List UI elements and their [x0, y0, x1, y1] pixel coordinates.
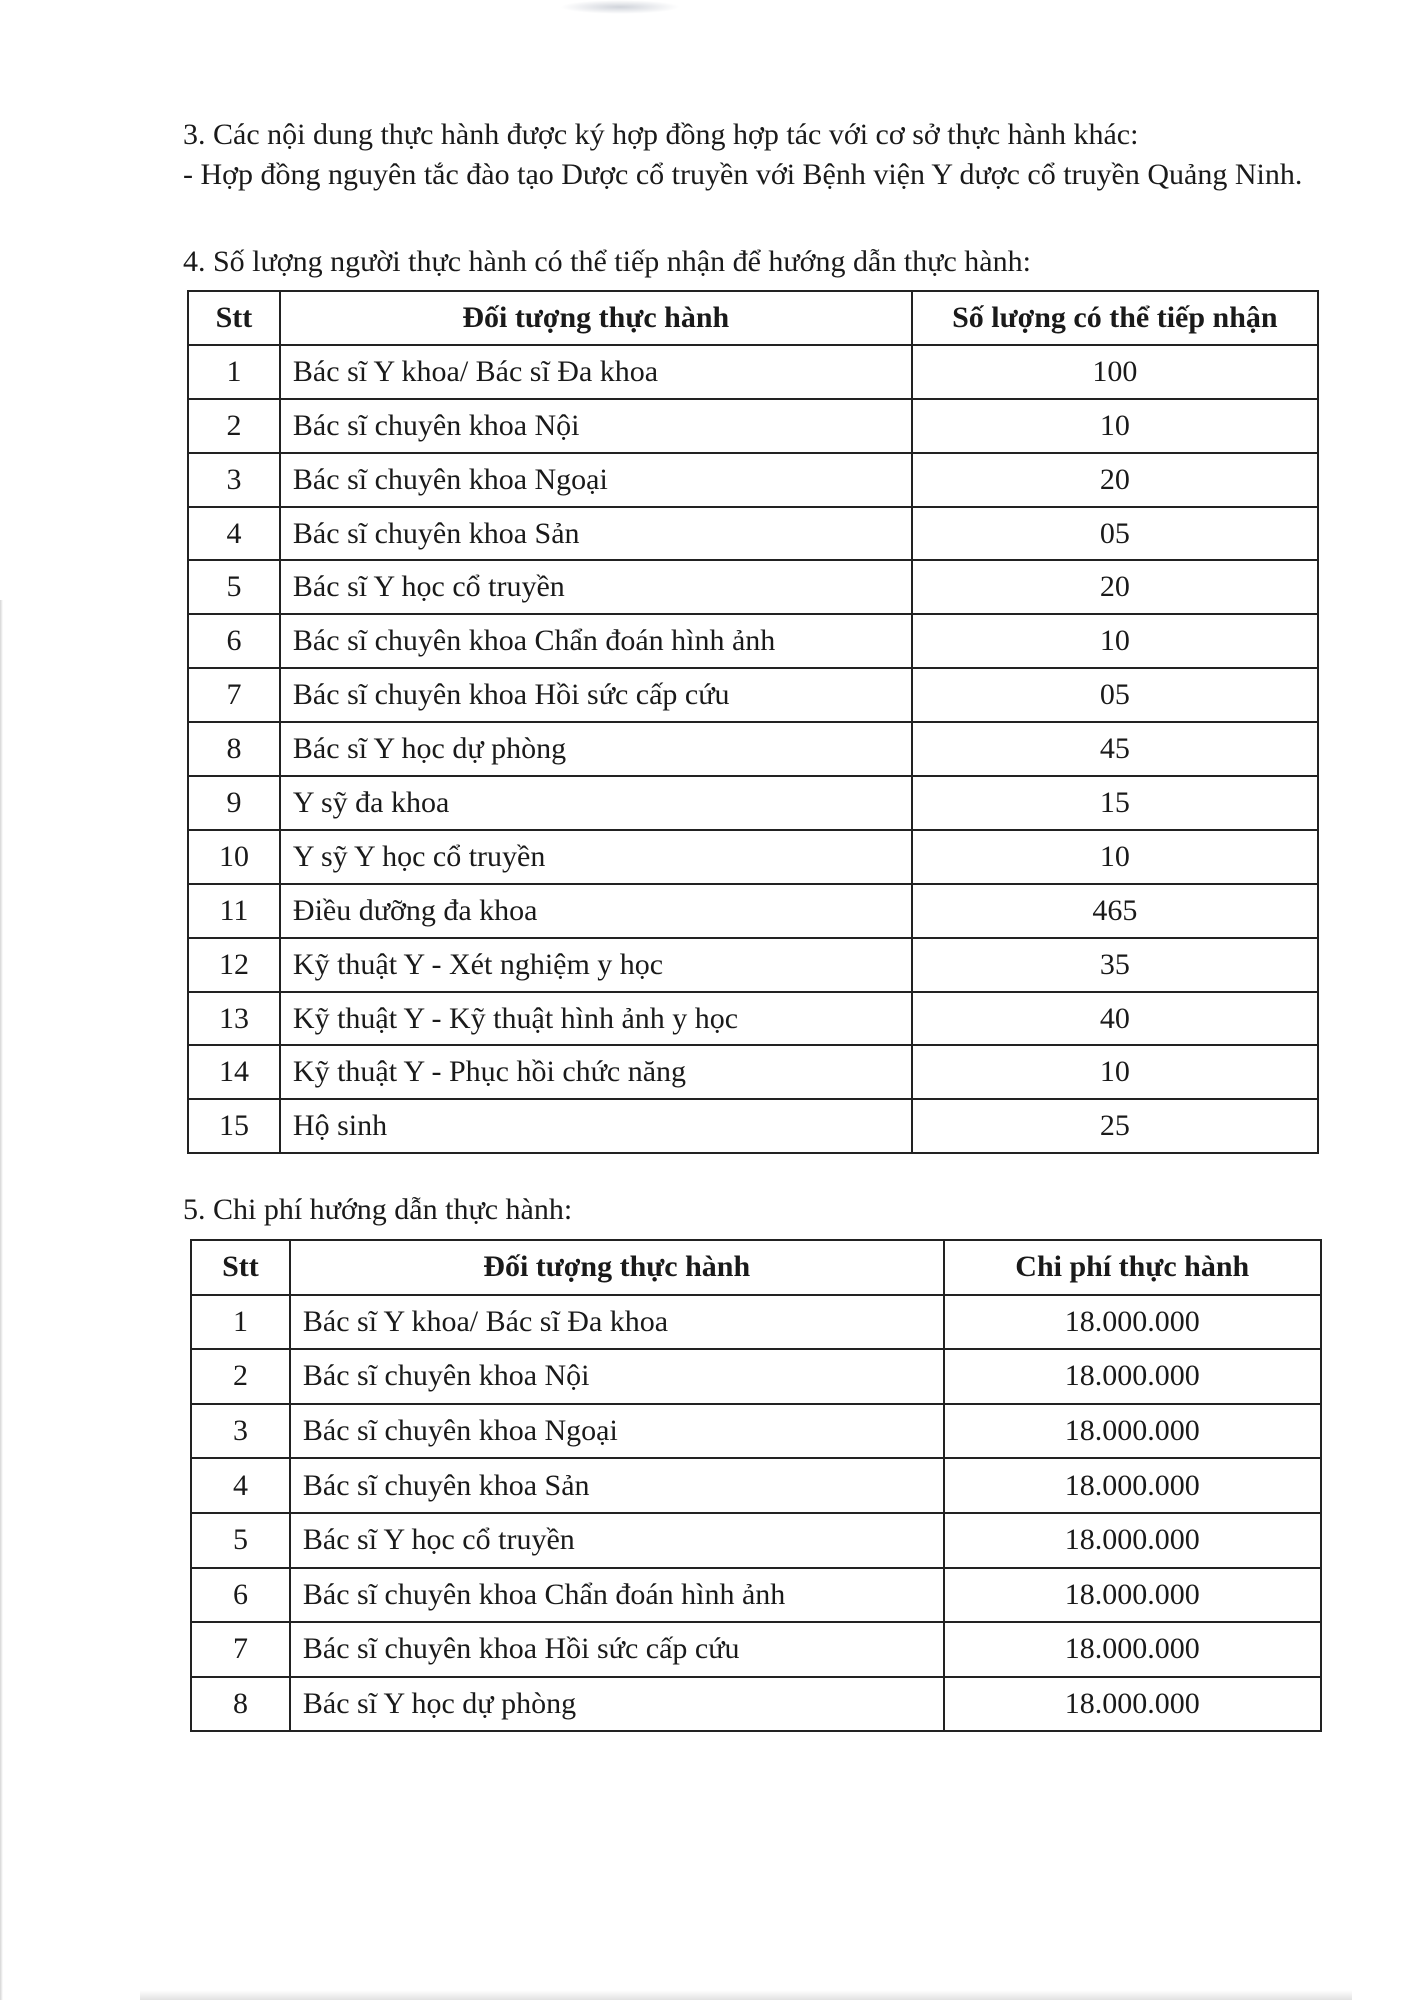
header-cost: Chi phí thực hành [944, 1240, 1321, 1295]
header-capacity: Số lượng có thể tiếp nhận [912, 291, 1318, 345]
cell-stt: 15 [188, 1099, 280, 1153]
cell-subject: Hộ sinh [280, 1099, 912, 1153]
cell-cost: 18.000.000 [944, 1568, 1321, 1623]
cell-stt: 1 [191, 1295, 290, 1350]
cell-subject: Bác sĩ chuyên khoa Sản [280, 507, 912, 561]
cell-subject: Bác sĩ Y học dự phòng [280, 722, 912, 776]
cell-capacity: 10 [912, 830, 1318, 884]
cell-subject: Bác sĩ chuyên khoa Sản [290, 1458, 944, 1513]
table-row [188, 507, 1318, 561]
cell-subject: Bác sĩ chuyên khoa Hồi sức cấp cứu [280, 668, 912, 722]
section-3 [183, 115, 1333, 195]
cell-subject: Kỹ thuật Y - Xét nghiệm y học [280, 938, 912, 992]
cell-stt: 8 [191, 1677, 290, 1732]
cell-capacity: 10 [912, 1045, 1318, 1099]
table-row [188, 453, 1318, 507]
cell-capacity: 465 [912, 884, 1318, 938]
table-row [191, 1458, 1321, 1513]
cell-capacity: 100 [912, 345, 1318, 399]
cell-stt: 5 [188, 560, 280, 614]
section-3-line: - Hợp đồng nguyên tắc đào tạo Dược cổ truyền với Bệnh viện Y dược cổ truyền Quảng Ninh. [183, 158, 1303, 191]
cell-capacity: 25 [912, 1099, 1318, 1153]
cell-subject: Bác sĩ Y học dự phòng [290, 1677, 944, 1732]
cell-subject: Y sỹ đa khoa [280, 776, 912, 830]
cell-capacity: 35 [912, 938, 1318, 992]
cell-stt: 13 [188, 992, 280, 1046]
cell-capacity: 15 [912, 776, 1318, 830]
cell-capacity: 40 [912, 992, 1318, 1046]
header-stt: Stt [188, 291, 280, 345]
cell-capacity: 10 [912, 399, 1318, 453]
cell-stt: 5 [191, 1513, 290, 1568]
cell-stt: 7 [188, 668, 280, 722]
cell-subject: Bác sĩ Y khoa/ Bác sĩ Đa khoa [280, 345, 912, 399]
cell-cost: 18.000.000 [944, 1404, 1321, 1459]
cell-stt: 3 [188, 453, 280, 507]
header-stt: Stt [191, 1240, 290, 1295]
section-3-title: 3. Các nội dung thực hành được ký hợp đồng hợp tác với cơ sở thực hành khác: [183, 118, 1139, 151]
table-header-row [191, 1240, 1321, 1295]
cell-stt: 14 [188, 1045, 280, 1099]
cell-stt: 6 [188, 614, 280, 668]
cell-subject: Kỹ thuật Y - Phục hồi chức năng [280, 1045, 912, 1099]
cell-subject: Bác sĩ Y khoa/ Bác sĩ Đa khoa [290, 1295, 944, 1350]
cell-subject: Bác sĩ chuyên khoa Nội [280, 399, 912, 453]
table-row [188, 992, 1318, 1046]
cell-subject: Điều dưỡng đa khoa [280, 884, 912, 938]
cell-cost: 18.000.000 [944, 1677, 1321, 1732]
cell-stt: 4 [188, 507, 280, 561]
table-row [188, 345, 1318, 399]
cell-capacity: 45 [912, 722, 1318, 776]
cell-cost: 18.000.000 [944, 1349, 1321, 1404]
cell-stt: 12 [188, 938, 280, 992]
cell-subject: Y sỹ Y học cổ truyền [280, 830, 912, 884]
cell-stt: 7 [191, 1622, 290, 1677]
cell-subject: Kỹ thuật Y - Kỹ thuật hình ảnh y học [280, 992, 912, 1046]
header-subject: Đối tượng thực hành [280, 291, 912, 345]
cell-stt: 10 [188, 830, 280, 884]
table-row [188, 614, 1318, 668]
table-row [191, 1295, 1321, 1350]
cell-cost: 18.000.000 [944, 1458, 1321, 1513]
cell-stt: 8 [188, 722, 280, 776]
table-row [191, 1568, 1321, 1623]
table-row [188, 938, 1318, 992]
scan-artifact-bottom [140, 1990, 1352, 2000]
cell-stt: 4 [191, 1458, 290, 1513]
cell-stt: 2 [188, 399, 280, 453]
cell-subject: Bác sĩ Y học cổ truyền [290, 1513, 944, 1568]
table-row [191, 1513, 1321, 1568]
table-row [188, 1099, 1318, 1153]
cell-capacity: 05 [912, 507, 1318, 561]
cell-capacity: 20 [912, 453, 1318, 507]
capacity-table [187, 290, 1319, 1154]
table-header-row [188, 291, 1318, 345]
cell-subject: Bác sĩ chuyên khoa Chẩn đoán hình ảnh [280, 614, 912, 668]
table-row [188, 1045, 1318, 1099]
cell-cost: 18.000.000 [944, 1622, 1321, 1677]
cell-capacity: 05 [912, 668, 1318, 722]
cell-cost: 18.000.000 [944, 1513, 1321, 1568]
table-row [188, 668, 1318, 722]
cell-capacity: 10 [912, 614, 1318, 668]
cell-subject: Bác sĩ chuyên khoa Chẩn đoán hình ảnh [290, 1568, 944, 1623]
scan-artifact-top [560, 0, 680, 14]
cell-subject: Bác sĩ chuyên khoa Ngoại [280, 453, 912, 507]
table-row [188, 722, 1318, 776]
table-row [191, 1404, 1321, 1459]
table-row [188, 884, 1318, 938]
cell-subject: Bác sĩ Y học cổ truyền [280, 560, 912, 614]
cell-stt: 3 [191, 1404, 290, 1459]
cell-stt: 9 [188, 776, 280, 830]
section-5-title: 5. Chi phí hướng dẫn thực hành: [183, 1193, 573, 1226]
cell-stt: 6 [191, 1568, 290, 1623]
cell-subject: Bác sĩ chuyên khoa Ngoại [290, 1404, 944, 1459]
table-row [188, 399, 1318, 453]
table-row [188, 830, 1318, 884]
table-row [191, 1677, 1321, 1732]
cell-stt: 1 [188, 345, 280, 399]
header-subject: Đối tượng thực hành [290, 1240, 944, 1295]
scan-artifact-left [0, 600, 3, 2000]
section-4-title: 4. Số lượng người thực hành có thể tiếp nhận để hướng dẫn thực hành: [183, 245, 1031, 278]
table-row [188, 560, 1318, 614]
cell-subject: Bác sĩ chuyên khoa Hồi sức cấp cứu [290, 1622, 944, 1677]
cell-capacity: 20 [912, 560, 1318, 614]
table-row [191, 1349, 1321, 1404]
cell-stt: 2 [191, 1349, 290, 1404]
cell-subject: Bác sĩ chuyên khoa Nội [290, 1349, 944, 1404]
cell-cost: 18.000.000 [944, 1295, 1321, 1350]
cost-table [190, 1239, 1322, 1732]
table-row [191, 1622, 1321, 1677]
cell-stt: 11 [188, 884, 280, 938]
table-row [188, 776, 1318, 830]
